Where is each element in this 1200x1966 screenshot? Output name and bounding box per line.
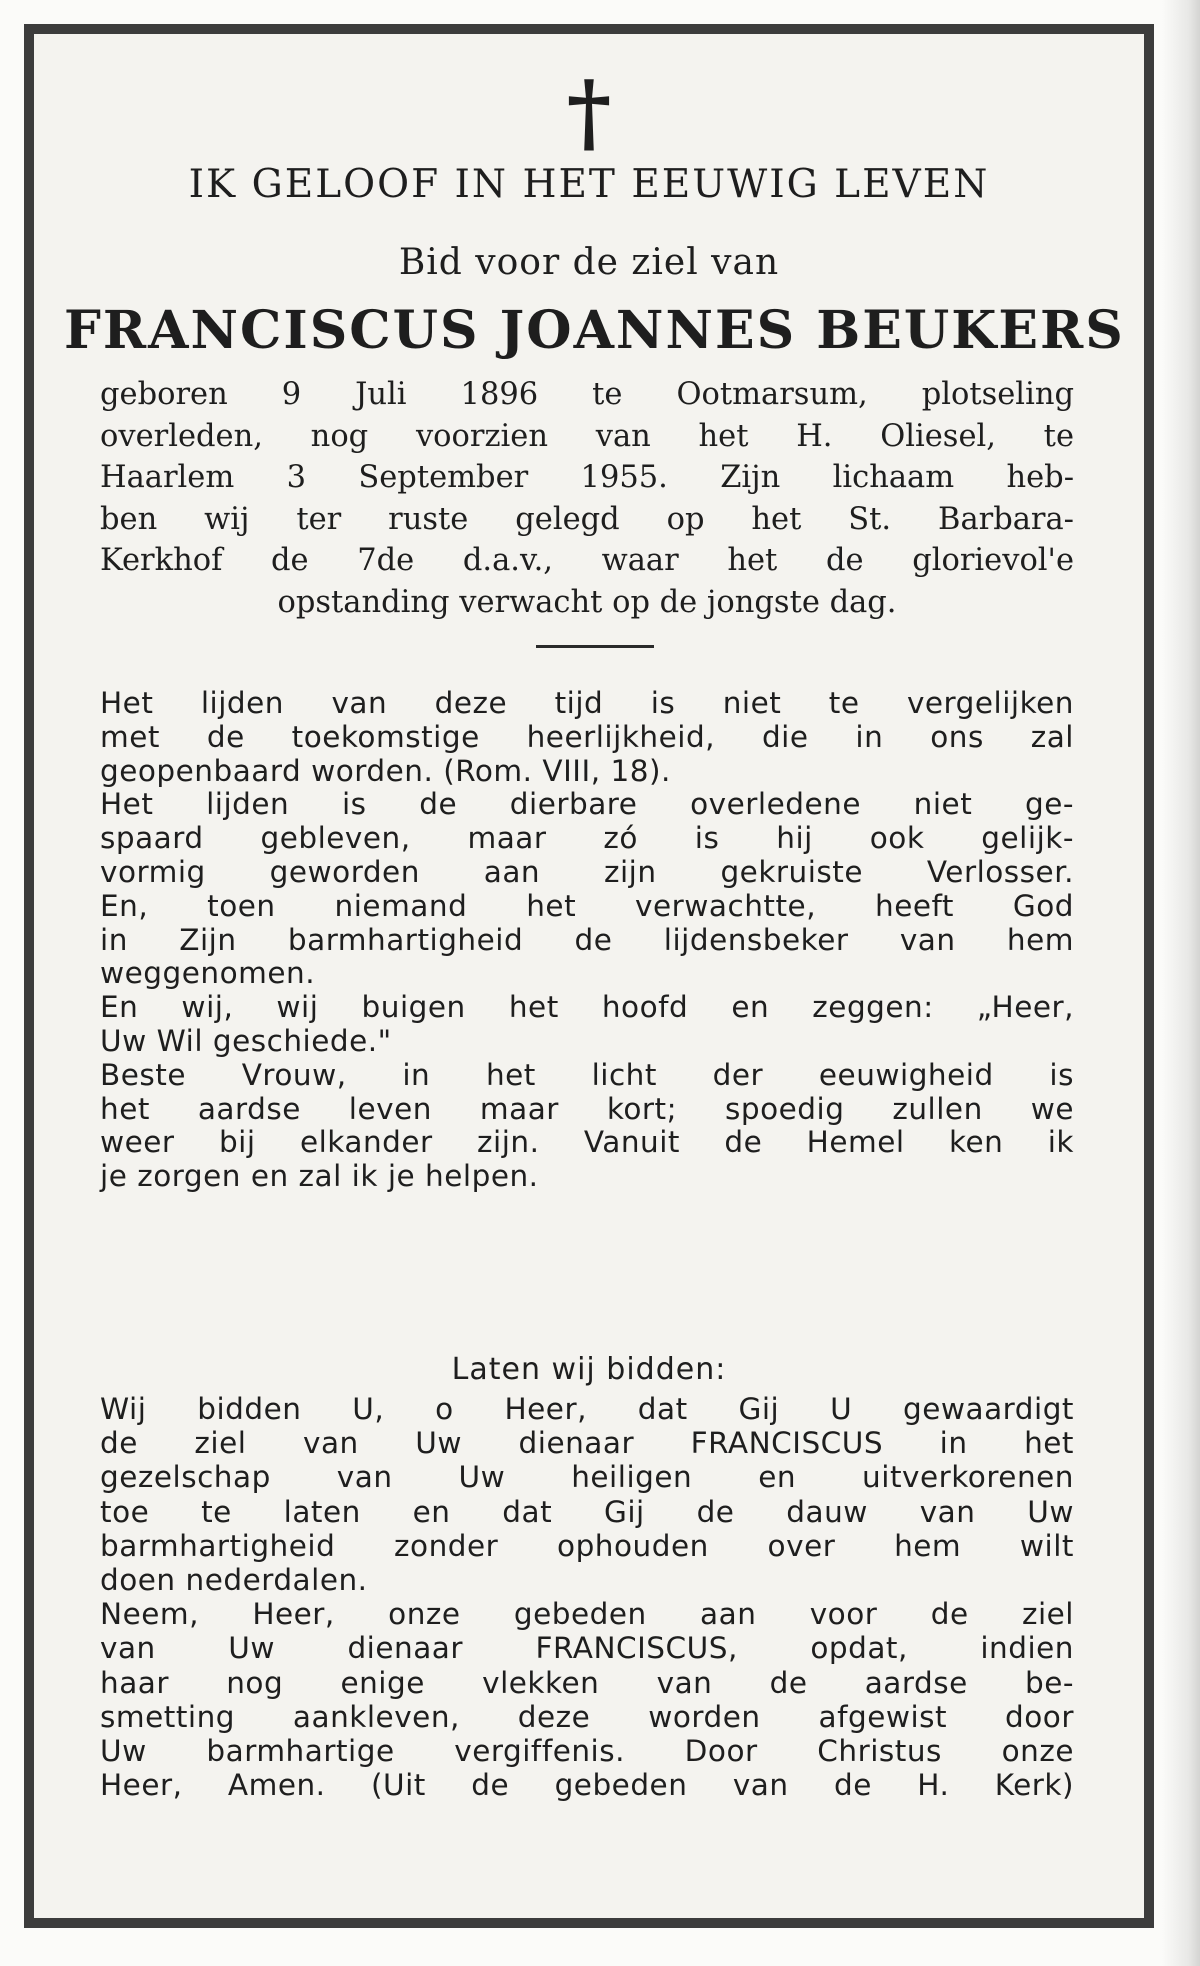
body-line: Beste Vrouw, in het licht der eeuwigheid is	[100, 1057, 1074, 1092]
prayer-line: Wij bidden U, o Heer, dat Gij U gewaardigt	[100, 1392, 1074, 1426]
prayer-line: gezelschap van Uw heiligen en uitverkorenen	[100, 1460, 1074, 1495]
card-heading: IK GELOOF IN HET EEUWIG LEVEN	[188, 162, 990, 207]
biography-paragraph	[100, 374, 1074, 623]
prayer-line: van Uw dienaar FRANCISCUS, opdat, indien	[100, 1631, 1074, 1666]
body-line: in Zijn barmhartigheid de lijdensbeker van hem	[100, 922, 1074, 957]
cross-icon: †	[566, 62, 612, 163]
body-line: spaard gebleven, maar zó is hij ook gelijk-	[100, 821, 1074, 856]
body-line: weer bij elkander zijn. Vanuit de Hemel ken ik	[100, 1125, 1074, 1160]
bio-line: ben wij ter ruste gelegd op het St. Barbara-	[100, 501, 1074, 537]
body-line: vormig geworden aan zijn gekruiste Verlosser.	[100, 854, 1074, 889]
body-line: met de toekomstige heerlijkheid, die in ons zal	[100, 719, 1074, 754]
reflection-paragraphs	[100, 687, 1074, 1194]
deceased-name: FRANCISCUS JOANNES BEUKERS	[64, 300, 1125, 361]
prayer-paragraphs	[100, 1392, 1074, 1802]
bio-line: opstanding verwacht op de jongste dag.	[277, 584, 897, 620]
prayer-line: Uw barmhartige vergiffenis. Door Christus onze	[100, 1734, 1074, 1769]
section-divider	[536, 645, 654, 648]
body-line: geopenbaard worden. (Rom. VIII, 18).	[100, 753, 671, 788]
prayer-request-line: Bid voor de ziel van	[398, 242, 780, 283]
bio-line: Kerkhof de 7de d.a.v., waar het de glorievol'e	[100, 543, 1074, 578]
body-line: Uw Wil geschiede."	[100, 1023, 392, 1058]
prayer-line: doen nederdalen.	[100, 1563, 368, 1598]
prayer-line: Heer, Amen. (Uit de gebeden van de H. Kerk)	[100, 1768, 1074, 1803]
body-line: Het lijden is de dierbare overledene niet ge-	[100, 787, 1074, 822]
body-line: En wij, wij buigen het hoofd en zeggen: „Heer,	[100, 990, 1074, 1025]
body-line: het aardse leven maar kort; spoedig zullen we	[100, 1091, 1074, 1126]
prayer-line: toe te laten en dat Gij de dauw van Uw	[100, 1494, 1074, 1529]
body-line: weggenomen.	[100, 956, 316, 991]
prayer-title: Laten wij bidden:	[451, 1352, 727, 1387]
card-border-frame	[24, 24, 1154, 1928]
prayer-line: de ziel van Uw dienaar FRANCISCUS in het	[100, 1426, 1074, 1461]
prayer-line: smetting aankleven, deze worden afgewist door	[100, 1699, 1074, 1734]
body-line: Het lijden van deze tijd is niet te vergelijken	[100, 686, 1074, 720]
card-content	[34, 34, 1144, 1918]
prayer-line: Neem, Heer, onze gebeden aan voor de ziel	[100, 1597, 1074, 1632]
prayer-line: barmhartigheid zonder ophouden over hem wilt	[100, 1528, 1074, 1563]
body-line: En, toen niemand het verwachtte, heeft God	[100, 888, 1074, 923]
body-line: je zorgen en zal ik je helpen.	[100, 1159, 539, 1194]
bio-line: Haarlem 3 September 1955. Zijn lichaam heb-	[100, 460, 1074, 495]
scan-edge-shadow	[1162, 0, 1200, 1966]
bio-line: overleden, nog voorzien van het H. Oliesel, te	[100, 418, 1074, 454]
prayer-line: haar nog enige vlekken van de aardse be-	[100, 1665, 1074, 1700]
bio-line: geboren 9 Juli 1896 te Ootmarsum, plotseling	[100, 377, 1074, 412]
